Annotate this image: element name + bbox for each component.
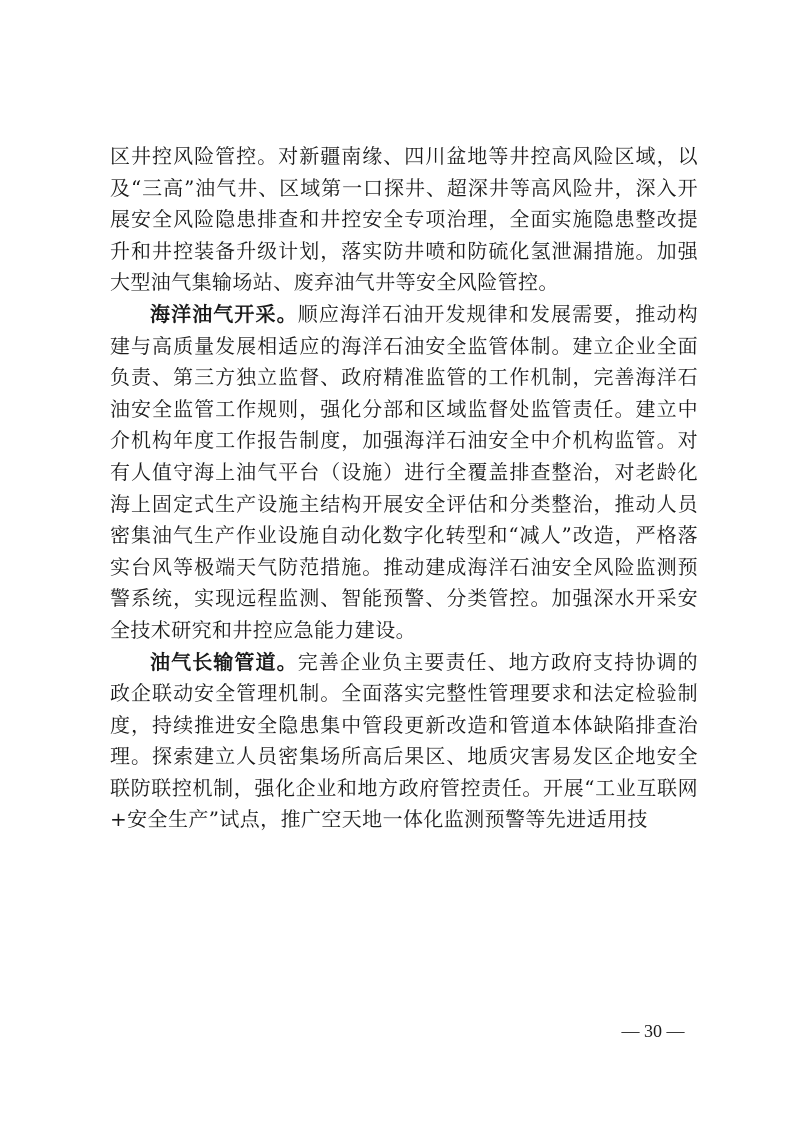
- paragraph-continued: [110, 141, 698, 299]
- body-text: [110, 141, 698, 836]
- paragraph-lead-heading: 油气长输管道。: [150, 649, 298, 674]
- page-number: — 30 —: [621, 1021, 685, 1041]
- paragraph-text: 完善企业负主要责任、地方政府支持协调的政企联动安全管理机制。全面落实完整性管理要求和法定检验制度，持续推进安全隐患集中管段更新改造和管道本体缺陷排查治理。探索建立人员密集场所高后果区、地质灾害易发区企地安全联防联控机制，强化企业和地方政府管控责任。开展“工业互联网+安全生产”试点，推广空天地一体化监测预警等先进适用技: [110, 649, 698, 832]
- paragraph-text: 顺应海洋石油开发规律和发展需要，推动构建与高质量发展相适应的海洋石油安全监管体制。建立企业全面负责、第三方独立监督、政府精准监管的工作机制，完善海洋石油安全监管工作规则，强化分部和区域监督处监管责任。建立中介机构年度工作报告制度，加强海洋石油安全中介机构监管。对有人值守海上油气平台（设施）进行全覆盖排查整治，对老龄化海上固定式生产设施主结构开展安全评估和分类整治，推动人员密集油气生产作业设施自动化数字化转型和“减人”改造，严格落实台风等极端天气防范措施。推动建成海洋石油安全风险监测预警系统，实现远程监测、智能预警、分类管控。加强深水开采安全技术研究和井控应急能力建设。: [110, 301, 698, 642]
- paragraph-offshore-oil-gas: [110, 299, 698, 647]
- paragraph-pipelines: [110, 647, 698, 837]
- paragraph-lead-heading: 海洋油气开采。: [150, 301, 298, 326]
- paragraph-text: 区井控风险管控。对新疆南缘、四川盆地等井控高风险区域，以及“三高”油气井、区域第一口探井、超深井等高风险井，深入开展安全风险隐患排查和井控安全专项治理，全面实施隐患整改提升和井控装备升级计划，落实防井喷和防硫化氢泄漏措施。加强大型油气集输场站、废弃油气井等安全风险管控。: [110, 144, 698, 295]
